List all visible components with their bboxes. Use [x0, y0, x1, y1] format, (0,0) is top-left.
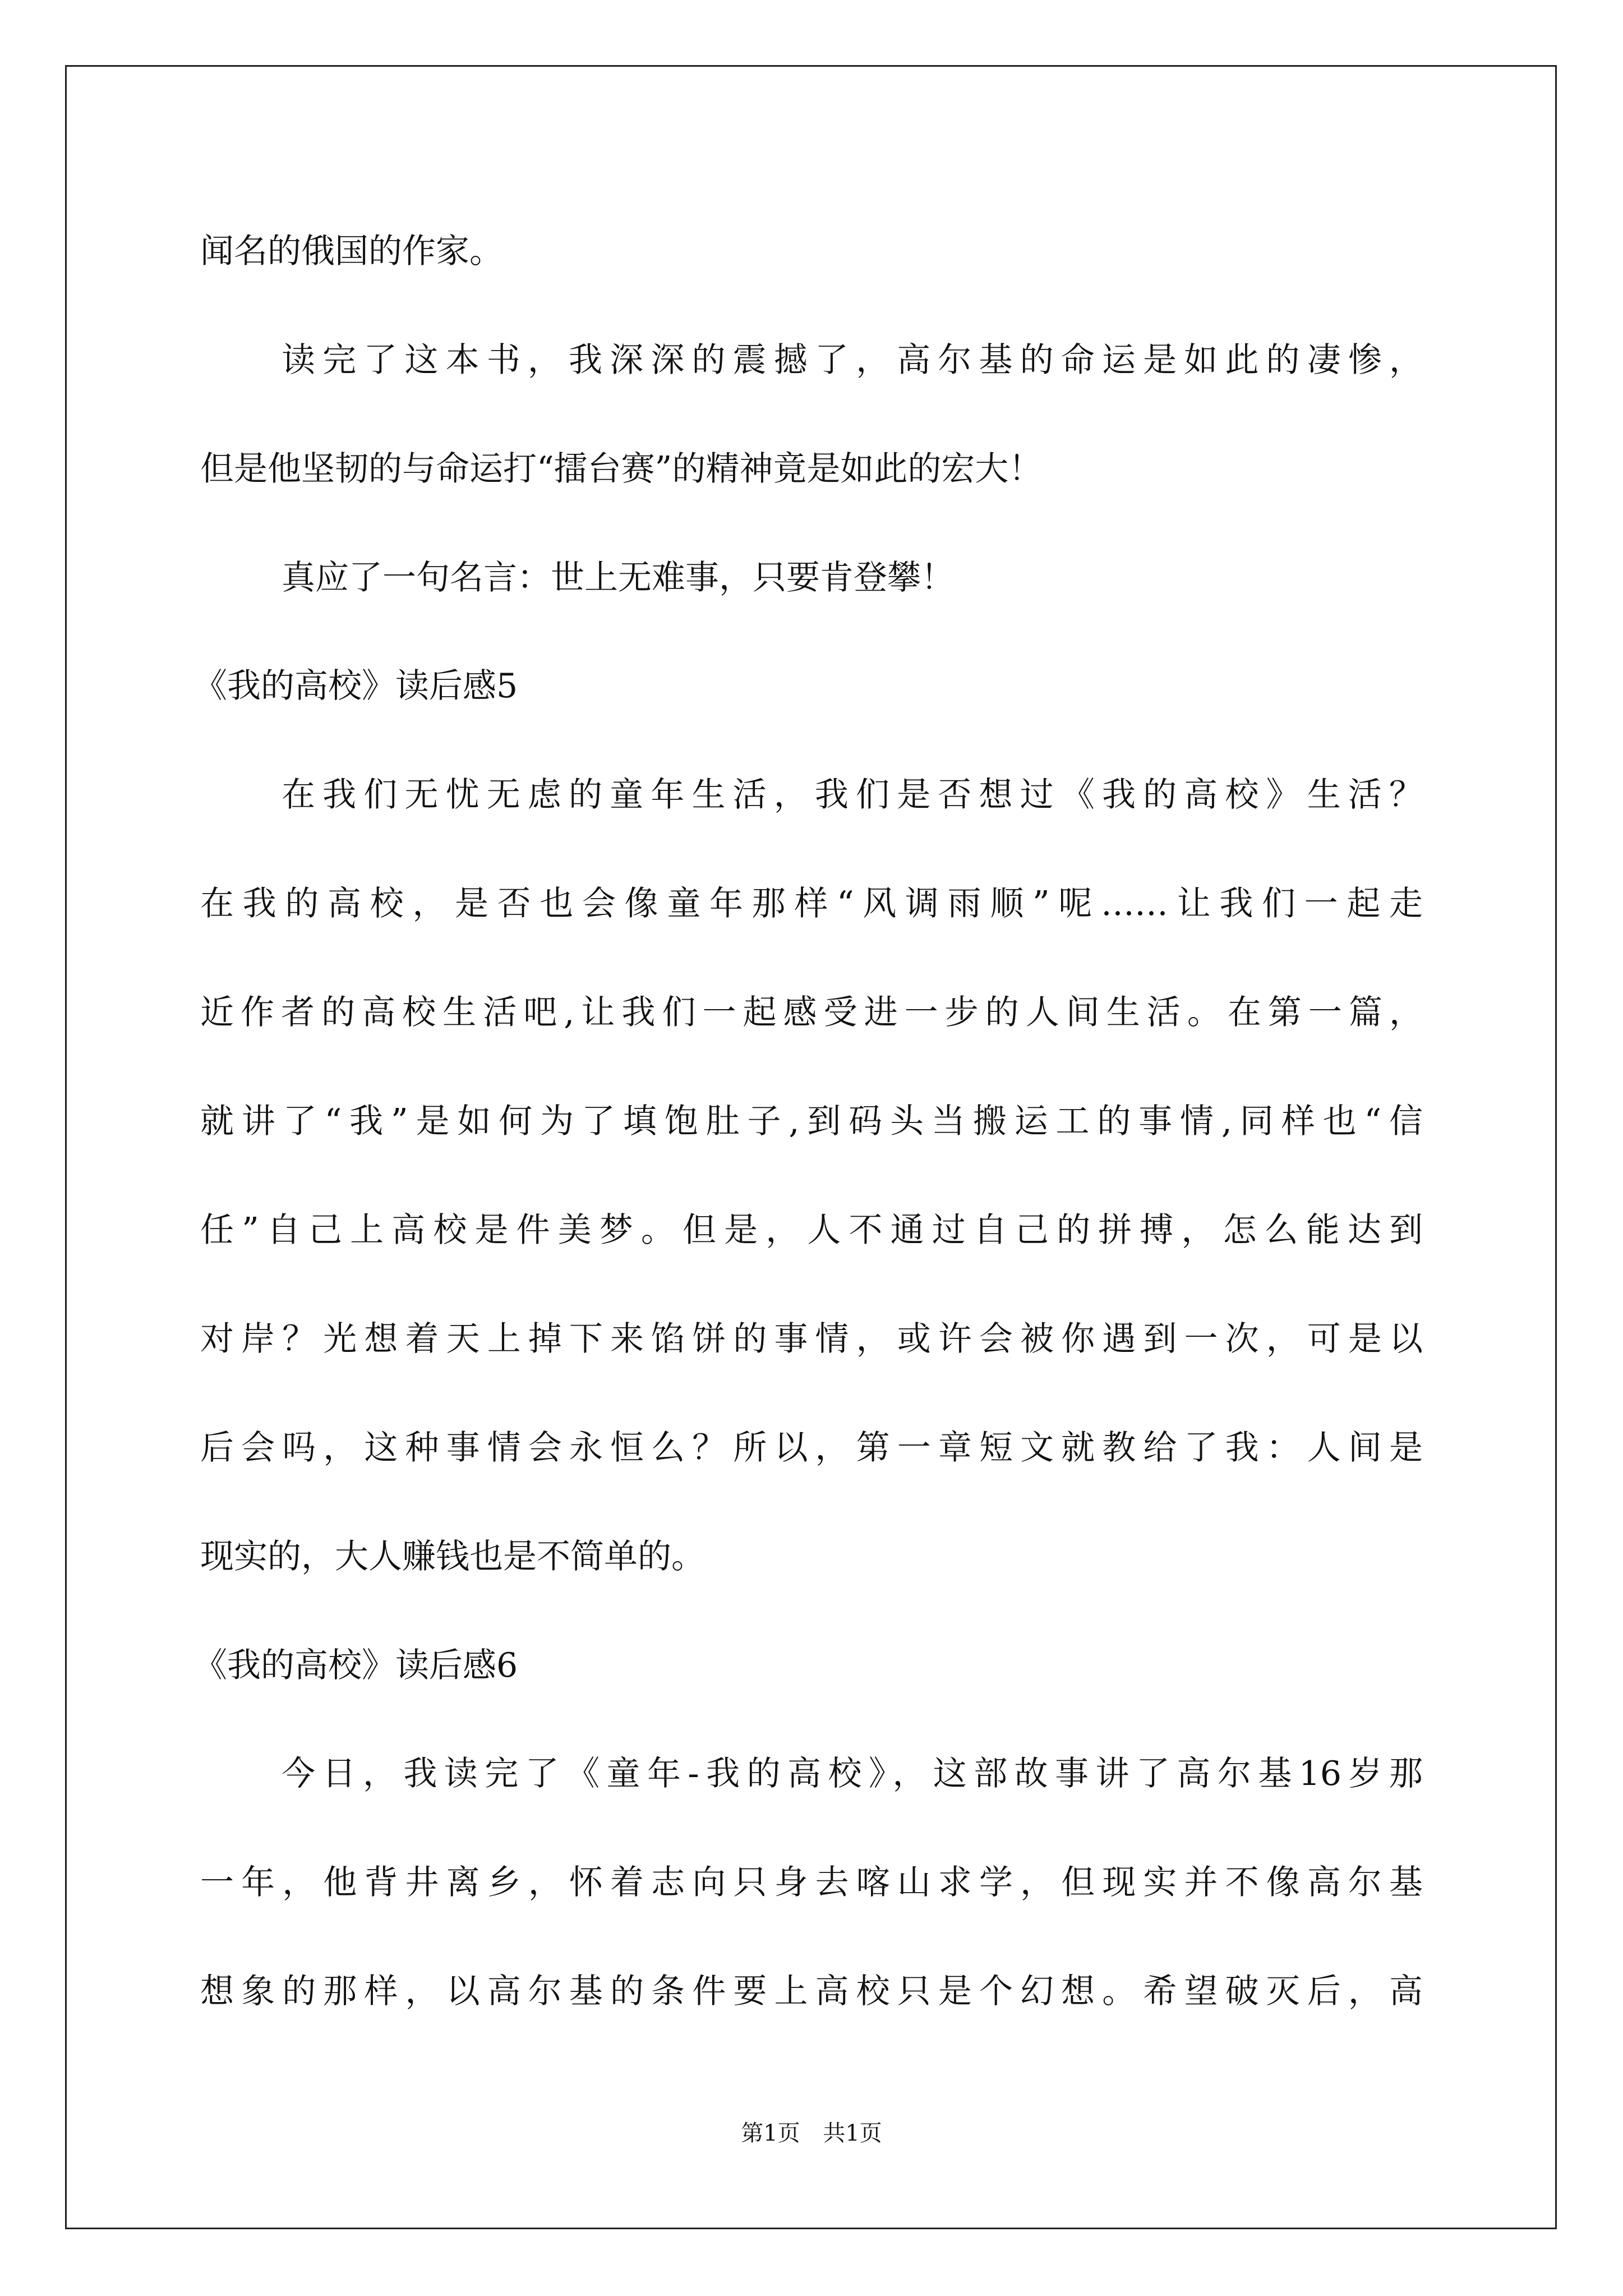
- paragraph-line: 读完了这本书，我深深的震撼了，高尔基的命运是如此的凄惨，: [282, 341, 1423, 380]
- paragraph-line: 在我的高校，是否也会像童年那样“风调雨顺”呢……让我们一起走: [200, 884, 1423, 923]
- section-heading: 《我的高校》读后感5: [193, 666, 518, 706]
- paragraph-line: 对岸？光想着天上掉下来馅饼的事情，或许会被你遇到一次，可是以: [200, 1319, 1423, 1359]
- paragraph-line: 现实的，大人赚钱也是不简单的。: [200, 1537, 705, 1576]
- paragraph-line: 近作者的高校生活吧,让我们一起感受进一步的人间生活。在第一篇，: [200, 993, 1423, 1032]
- paragraph-line: 就讲了“我”是如何为了填饱肚子,到码头当搬运工的事情,同样也“信: [200, 1102, 1423, 1141]
- paragraph-line: 后会吗，这种事情会永恒么？所以，第一章短文就教给了我：人间是: [200, 1428, 1423, 1467]
- section-heading: 《我的高校》读后感6: [193, 1646, 518, 1685]
- paragraph-line: 真应了一句名言：世上无难事，只要肯登攀！: [282, 558, 955, 597]
- paragraph-line: 想象的那样，以高尔基的条件要上高校只是个幻想。希望破灭后，高: [200, 1972, 1423, 2011]
- paragraph-line: 一年，他背井离乡，怀着志向只身去喀山求学，但现实并不像高尔基: [200, 1863, 1423, 1902]
- paragraph-line: 任”自己上高校是件美梦。但是，人不通过自己的拼搏，怎么能达到: [200, 1211, 1423, 1250]
- page-number: 第1页: [741, 2120, 800, 2146]
- paragraph-line: 在我们无忧无虑的童年生活，我们是否想过《我的高校》生活？: [282, 775, 1423, 815]
- paragraph-line: 但是他坚韧的与命运打“擂台赛”的精神竟是如此的宏大！: [200, 449, 1043, 489]
- paragraph-line: 今日，我读完了《童年-我的高校》，这部故事讲了高尔基16岁那: [282, 1754, 1423, 1793]
- paragraph-line: 闻名的俄国的作家。: [200, 232, 503, 271]
- page-footer: [0, 2118, 1623, 2149]
- page-total: 共1页: [823, 2120, 882, 2146]
